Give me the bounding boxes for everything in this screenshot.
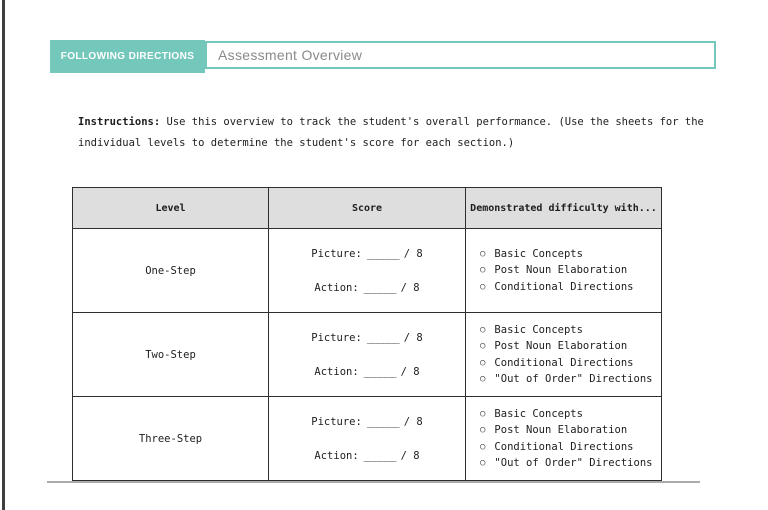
picture-score-blank[interactable]: ______ [366,247,399,260]
level-label: One-Step [73,229,269,313]
circle-bullet-icon[interactable]: ○ [480,248,486,259]
difficulty-label: "Out of Order" Directions [494,373,653,385]
difficulty-item [480,455,655,472]
col-header-level: Level [73,188,269,229]
difficulty-item [480,322,655,339]
following-directions-badge [50,40,205,73]
title-box [205,41,716,69]
page-edge-strip [2,0,5,510]
table-row-one-step [73,229,662,313]
circle-bullet-icon[interactable]: ○ [480,374,486,384]
level-label: Three-Step [73,397,269,481]
circle-bullet-icon[interactable]: ○ [480,357,486,368]
action-score-line [314,282,419,294]
difficulty-item [480,338,655,355]
difficulty-label: Post Noun Elaboration [494,424,628,436]
table-row-three-step [73,397,662,481]
picture-label: Picture: [311,331,362,344]
difficulty-item [480,439,655,456]
instructions-label: Instructions: [78,116,161,128]
difficulty-cell [466,397,662,481]
circle-bullet-icon[interactable]: ○ [480,458,486,468]
sheet-bottom-edge [47,481,700,483]
difficulty-cell [466,313,662,397]
difficulty-label: Conditional Directions [494,440,634,453]
difficulty-label: Post Noun Elaboration [494,340,628,352]
action-denominator: / 8 [400,281,420,294]
picture-label: Picture: [311,247,362,260]
score-cell [269,313,466,397]
circle-bullet-icon[interactable]: ○ [480,341,486,351]
picture-score-blank[interactable]: ______ [366,331,399,344]
difficulty-cell [466,229,662,313]
picture-denominator: / 8 [403,415,423,428]
circle-bullet-icon[interactable]: ○ [480,425,486,435]
circle-bullet-icon[interactable]: ○ [480,408,486,419]
instructions-line-1 [78,112,743,133]
picture-score-line [311,416,422,428]
difficulty-item [480,422,655,439]
difficulty-item [480,371,655,388]
instructions-line-2: individual levels to determine the student's score for each section.) [78,137,515,149]
circle-bullet-icon[interactable]: ○ [480,324,486,335]
difficulty-label: Basic Concepts [494,407,583,420]
difficulty-label: "Out of Order" Directions [494,457,653,469]
circle-bullet-icon[interactable]: ○ [480,441,486,452]
action-score-blank[interactable]: ______ [363,449,396,462]
difficulty-label: Conditional Directions [494,356,634,369]
picture-denominator: / 8 [403,331,423,344]
col-header-score: Score [269,188,466,229]
difficulty-item [480,246,655,263]
difficulty-item [480,355,655,372]
action-score-blank[interactable]: ______ [363,281,396,294]
action-denominator: / 8 [400,449,420,462]
table-row-two-step [73,313,662,397]
action-score-line [314,450,419,462]
difficulty-label: Conditional Directions [494,280,634,293]
difficulty-item [480,279,655,296]
action-score-line [314,366,419,378]
picture-score-line [311,248,422,260]
picture-denominator: / 8 [403,247,423,260]
action-label: Action: [314,449,359,462]
picture-label: Picture: [311,415,362,428]
level-label: Two-Step [73,313,269,397]
assessment-overview-table [72,187,662,481]
difficulty-item [480,406,655,423]
difficulty-item [480,262,655,279]
picture-score-blank[interactable]: ______ [366,415,399,428]
badge-label: FOLLOWING DIRECTIONS [60,51,195,62]
difficulty-label: Basic Concepts [494,247,583,260]
score-cell [269,397,466,481]
col-header-difficulty: Demonstrated difficulty with... [466,188,662,229]
page-title: Assessment Overview [218,47,363,63]
instructions-paragraph [78,112,743,154]
action-denominator: / 8 [400,365,420,378]
circle-bullet-icon[interactable]: ○ [480,265,486,276]
score-cell [269,229,466,313]
header-row [73,188,662,229]
difficulty-label: Post Noun Elaboration [494,264,628,277]
action-label: Action: [314,365,359,378]
action-score-blank[interactable]: ______ [363,365,396,378]
circle-bullet-icon[interactable]: ○ [480,281,486,292]
instructions-text-1: Use this overview to track the student's overall performance. (Use the sheets for the [160,116,704,128]
action-label: Action: [314,281,359,294]
difficulty-label: Basic Concepts [494,323,583,336]
picture-score-line [311,332,422,344]
